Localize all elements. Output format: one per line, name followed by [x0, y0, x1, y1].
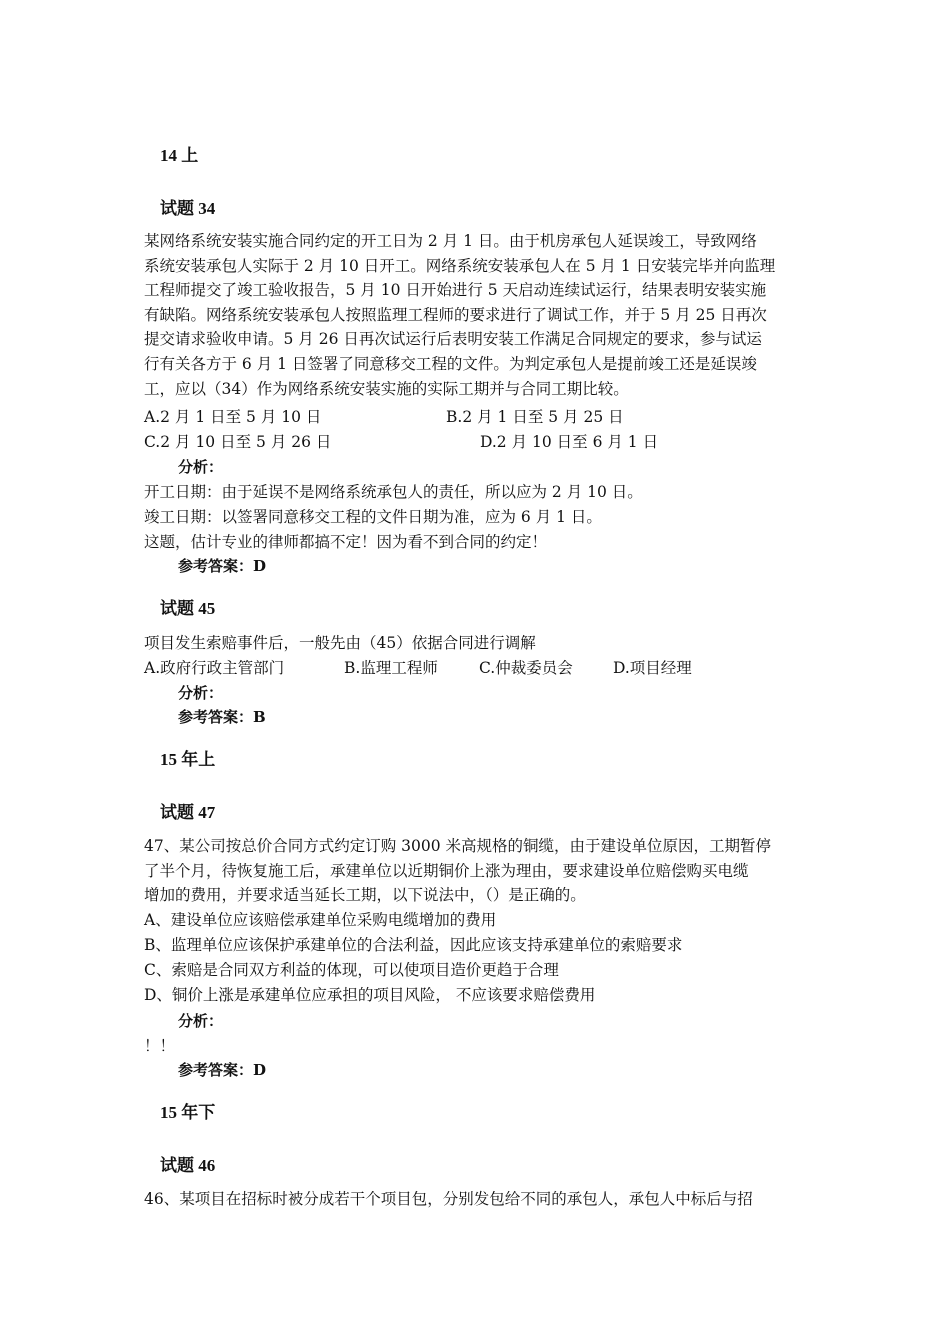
- q34-stem-line: 提交请求验收申请。5 月 26 日再次试运行后表明安装工作满足合同规定的要求，参与试运: [144, 330, 762, 349]
- q47-analysis: ！！: [144, 1037, 176, 1055]
- q47-stem-line: 增加的费用，并要求适当延长工期，以下说法中，（）是正确的。: [144, 886, 586, 905]
- q45-option-a: A.政府行政主管部门: [144, 659, 285, 677]
- q34-stem-line: 某网络系统安装实施合同约定的开工日为 2 月 1 日。由于机房承包人延误竣工，导致网络: [144, 232, 757, 250]
- q45-stem: 项目发生索赔事件后，一般先由（45）依据合同进行调解: [144, 634, 536, 652]
- question-heading-34: 试题 34: [160, 199, 216, 218]
- q46-stem: 46、某项目在招标时被分成若干个项目包，分别发包给不同的承包人，承包人中标后与招: [144, 1190, 753, 1208]
- q47-stem-line: 了半个月，待恢复施工后，承建单位以近期铜价上涨为理由，要求建设单位赔偿购买电缆: [144, 861, 749, 880]
- q47-answer: 参考答案：D: [178, 1061, 267, 1079]
- section-heading-15-second-half: 15 年下: [160, 1103, 216, 1122]
- q47-stem-line: 47、某公司按总价合同方式约定订购 3000 米高规格的铜缆，由于建设单位原因，工期暂停: [144, 837, 772, 855]
- q45-option-b: B.监理工程师: [344, 659, 438, 677]
- q34-analysis-label: 分析：: [178, 458, 224, 476]
- question-heading-46: 试题 46: [160, 1156, 216, 1175]
- q47-analysis-label: 分析：: [178, 1012, 224, 1030]
- q47-option-d: D、铜价上涨是承建单位应承担的项目风险， 不应该要求赔偿费用: [144, 986, 596, 1004]
- q34-analysis-line: 这题，估计专业的律师都搞不定！因为看不到合同的约定！: [144, 533, 548, 551]
- q34-answer: 参考答案：D: [178, 557, 267, 575]
- q45-option-d: D.项目经理: [613, 659, 692, 677]
- q45-analysis-label: 分析：: [178, 684, 224, 702]
- q45-option-c: C.仲裁委员会: [479, 659, 573, 677]
- q34-stem-line: 工程师提交了竣工验收报告，5 月 10 日开始进行 5 天启动连续试运行，结果表明安装实施: [144, 281, 767, 300]
- q34-analysis-line: 竣工日期：以签署同意移交工程的文件日期为准，应为 6 月 1 日。: [144, 508, 602, 526]
- q47-option-c: C、索赔是合同双方利益的体现，可以使项目造价更趋于合理: [144, 961, 559, 979]
- q34-stem: [144, 229, 814, 401]
- q34-option-b: B.2 月 1 日至 5 月 25 日: [446, 408, 624, 426]
- q34-option-c: C.2 月 10 日至 5 月 26 日: [144, 433, 332, 451]
- q34-stem-line: 工，应以（34）作为网络系统安装实施的实际工期并与合同工期比较。: [144, 379, 629, 398]
- q34-analysis-line: 开工日期：由于延误不是网络系统承包人的责任，所以应为 2 月 10 日。: [144, 483, 643, 501]
- q34-stem-line: 系统安装承包人实际于 2 月 10 日开工。网络系统安装承包人在 5 月 1 日安装完毕并向监理: [144, 256, 776, 275]
- q47-option-b: B、监理单位应该保护承建单位的合法利益，因此应该支持承建单位的索赔要求: [144, 936, 683, 954]
- section-heading-15-first-half: 15 年上: [160, 750, 216, 769]
- q45-answer: 参考答案：B: [178, 708, 266, 726]
- q34-option-a: A.2 月 1 日至 5 月 10 日: [144, 408, 322, 426]
- q47-stem: [144, 834, 814, 908]
- question-heading-47: 试题 47: [160, 803, 216, 822]
- q47-option-a: A、建设单位应该赔偿承建单位采购电缆增加的费用: [144, 911, 497, 929]
- q34-option-d: D.2 月 10 日至 6 月 1 日: [480, 433, 659, 451]
- question-heading-45: 试题 45: [160, 599, 216, 618]
- section-heading-14: 14 上: [160, 146, 199, 165]
- q34-stem-line: 有缺陷。网络系统安装承包人按照监理工程师的要求进行了调试工作，并于 5 月 25 日再次: [144, 305, 767, 324]
- q34-stem-line: 行有关各方于 6 月 1 日签署了同意移交工程的文件。为判定承包人是提前竣工还是延误竣: [144, 354, 757, 373]
